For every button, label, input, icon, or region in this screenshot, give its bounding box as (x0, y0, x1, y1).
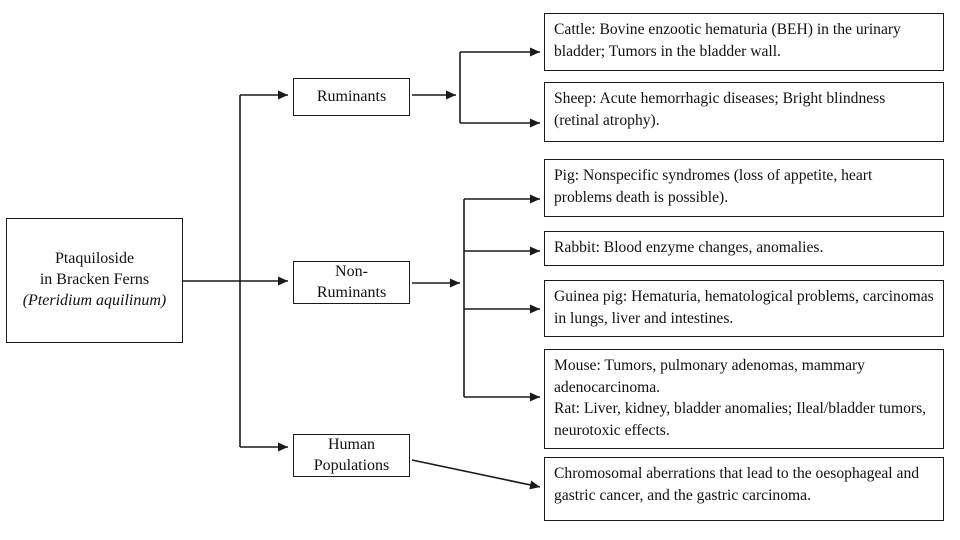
pig-effect-text: Pig: Nonspecific syndromes (loss of appetite, heart problems death is possible). (554, 167, 873, 206)
node-effect-pig (544, 159, 944, 217)
node-effect-sheep (544, 82, 944, 142)
root-line2: in Bracken Ferns (39, 271, 150, 289)
root-latin-name: (Pteridium aquilinum) (22, 291, 167, 309)
node-effect-guinea-pig (544, 280, 944, 337)
sheep-effect-text: Sheep: Acute hemorrhagic diseases; Bright blindness (retinal atrophy). (554, 90, 886, 129)
node-root-ptaquiloside (6, 218, 183, 343)
mouse-effect-text: Mouse: Tumors, pulmonary adenomas, mammary adenocarcinoma. (554, 357, 865, 396)
human-label-line2: Populations (313, 456, 390, 474)
ruminants-label: Ruminants (316, 87, 387, 105)
node-human-populations (293, 434, 410, 477)
non-ruminants-label-line2: Ruminants (316, 283, 387, 301)
root-branch-lines (183, 95, 288, 447)
guinea-pig-effect-text: Guinea pig: Hematuria, hematological problems, carcinomas in lungs, liver and intestines. (554, 288, 934, 327)
node-effect-mouse-rat (544, 349, 944, 449)
node-effect-cattle (544, 13, 944, 71)
root-line1: Ptaquiloside (54, 250, 135, 268)
node-non-ruminants (293, 261, 410, 304)
ruminants-branch-lines (412, 52, 540, 123)
human-effect-text: Chromosomal aberrations that lead to the oesophageal and gastric cancer, and the gastric carcinoma. (554, 465, 920, 504)
human-branch-line (412, 460, 540, 487)
rat-effect-text: Rat: Liver, kidney, bladder anomalies; Ileal/bladder tumors, neurotoxic effects. (554, 400, 927, 439)
node-effect-rabbit (544, 231, 944, 266)
non-ruminants-label-line1: Non- (335, 262, 368, 280)
cattle-effect-text: Cattle: Bovine enzootic hematuria (BEH) in the urinary bladder; Tumors in the bladder wall. (554, 21, 901, 60)
node-ruminants (293, 78, 410, 116)
non-ruminants-branch-lines (412, 199, 540, 397)
rabbit-effect-text: Rabbit: Blood enzyme changes, anomalies. (554, 239, 824, 256)
node-effect-human-chromosomal (544, 457, 944, 521)
human-label-line1: Human (327, 435, 376, 453)
